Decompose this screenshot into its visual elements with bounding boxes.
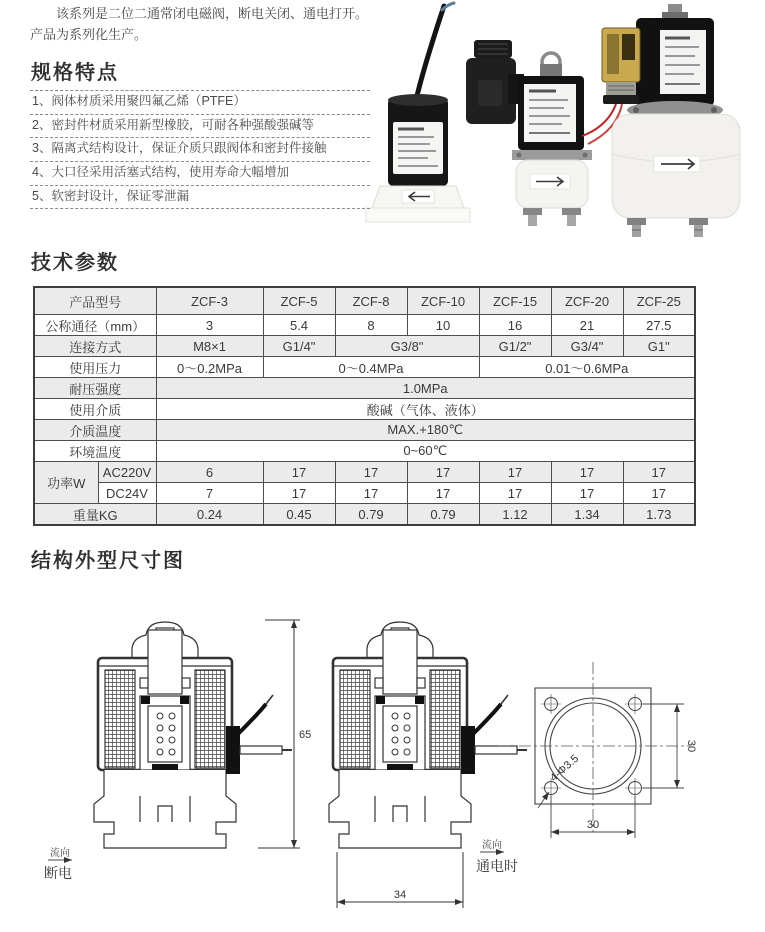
value-cell: 5.4 — [263, 315, 335, 336]
dim-width-label: 34 — [393, 889, 407, 901]
value-cell: G1" — [623, 336, 695, 357]
feature-item: 1、阀体材质采用聚四氟乙烯（PTFE） — [30, 91, 370, 115]
col-header-cell: ZCF-10 — [407, 287, 479, 315]
value-cell: 10 — [407, 315, 479, 336]
section-title-features: 规格特点 — [31, 62, 119, 84]
svg-text:流向: 流向 — [482, 840, 502, 851]
table-row — [34, 399, 695, 420]
value-cell: 7 — [156, 483, 263, 504]
col-header-cell: ZCF-15 — [479, 287, 551, 315]
value-cell: 17 — [623, 483, 695, 504]
table-row — [34, 357, 695, 378]
table-row — [34, 420, 695, 441]
valve-section-deenergized — [44, 620, 311, 881]
row-label-cell: 公称通径（mm） — [34, 315, 156, 336]
product-photo-small — [366, 3, 470, 222]
value-cell: 0~60℃ — [156, 441, 695, 462]
state-label-energized: 通电时 — [476, 858, 518, 874]
dim-height-label: 65 — [299, 729, 312, 741]
table-row — [34, 504, 695, 526]
dim-horizontal-label: 30 — [586, 819, 600, 831]
product-photos — [356, 0, 765, 238]
feature-item: 2、密封件材质采用新型橡胶，可耐各种强酸强碱等 — [30, 115, 370, 139]
specs-table — [33, 286, 696, 526]
value-cell: 17 — [551, 462, 623, 483]
value-cell: 16 — [479, 315, 551, 336]
value-cell: 17 — [623, 462, 695, 483]
value-cell: 3 — [156, 315, 263, 336]
table-row — [34, 336, 695, 357]
value-cell: 1.34 — [551, 504, 623, 526]
value-cell: 1.73 — [623, 504, 695, 526]
row-label-cell: 环境温度 — [34, 441, 156, 462]
feature-item: 3、隔离式结构设计，保证介质只跟阀体和密封件接触 — [30, 138, 370, 162]
col-header-cell: ZCF-5 — [263, 287, 335, 315]
col-header-cell: ZCF-20 — [551, 287, 623, 315]
value-cell: 17 — [479, 483, 551, 504]
value-cell: MAX.+180℃ — [156, 420, 695, 441]
value-cell: 0～0.4MPa — [263, 357, 479, 378]
valve-section-energized — [329, 622, 527, 908]
row-sublabel-cell: AC220V — [98, 462, 156, 483]
feature-item: 5、软密封设计，保证零泄漏 — [30, 186, 370, 210]
value-cell: 0.01～0.6MPa — [479, 357, 695, 378]
row-sublabel-cell: DC24V — [98, 483, 156, 504]
flow-direction-label — [48, 846, 72, 860]
table-row — [34, 315, 695, 336]
value-cell: G1/4" — [263, 336, 335, 357]
value-cell: 0.79 — [335, 504, 407, 526]
value-cell: 8 — [335, 315, 407, 336]
hole-callout-label: 4-Φ3.5 — [547, 752, 582, 785]
value-cell: 0.79 — [407, 504, 479, 526]
state-label-deenergized: 断电 — [44, 865, 72, 881]
value-cell: 21 — [551, 315, 623, 336]
row-label-cell: 介质温度 — [34, 420, 156, 441]
row-label-cell: 功率W — [34, 462, 98, 504]
intro-line-2: 产品为系列化生产。 — [30, 26, 148, 42]
value-cell: M8×1 — [156, 336, 263, 357]
value-cell: G3/4" — [551, 336, 623, 357]
value-cell: 1.12 — [479, 504, 551, 526]
table-row-power-ac — [34, 462, 695, 483]
features-list — [30, 90, 370, 209]
feature-item: 4、大口径采用活塞式结构，使用寿命大幅增加 — [30, 162, 370, 186]
row-label-cell: 耐压强度 — [34, 378, 156, 399]
section-title-drawing: 结构外型尺寸图 — [31, 550, 185, 572]
table-header-row — [34, 287, 695, 315]
value-cell: 0～0.2MPa — [156, 357, 263, 378]
row-label-cell: 使用介质 — [34, 399, 156, 420]
intro-line-1: 该系列是二位二通常闭电磁阀，断电关闭、通电打开。 — [56, 6, 369, 21]
col-header-cell: ZCF-3 — [156, 287, 263, 315]
value-cell: 17 — [407, 483, 479, 504]
flange-top-view — [498, 662, 697, 838]
intro-paragraph — [30, 4, 382, 46]
table-row — [34, 378, 695, 399]
value-cell: 酸碱（气体、液体） — [156, 399, 695, 420]
value-cell: G1/2" — [479, 336, 551, 357]
value-cell: 1.0MPa — [156, 378, 695, 399]
value-cell: 17 — [335, 462, 407, 483]
dim-vertical-label: 30 — [685, 739, 697, 753]
value-cell: 0.45 — [263, 504, 335, 526]
value-cell: 17 — [407, 462, 479, 483]
value-cell: 17 — [551, 483, 623, 504]
row-label-cell: 使用压力 — [34, 357, 156, 378]
value-cell: G3/8" — [335, 336, 479, 357]
section-title-params: 技术参数 — [31, 252, 119, 274]
value-cell: 17 — [263, 483, 335, 504]
value-cell: 17 — [479, 462, 551, 483]
value-cell: 6 — [156, 462, 263, 483]
value-cell: 0.24 — [156, 504, 263, 526]
value-cell: 17 — [263, 462, 335, 483]
value-cell: 17 — [335, 483, 407, 504]
col-header-cell: 产品型号 — [34, 287, 156, 315]
flow-direction-label — [480, 838, 504, 852]
table-row-power-dc — [34, 483, 695, 504]
svg-text:流向: 流向 — [50, 848, 70, 859]
col-header-cell: ZCF-8 — [335, 287, 407, 315]
product-photo-medium — [466, 40, 592, 226]
col-header-cell: ZCF-25 — [623, 287, 695, 315]
product-photo-large — [582, 4, 740, 237]
value-cell: 27.5 — [623, 315, 695, 336]
dimension-drawings — [30, 590, 765, 932]
row-label-cell: 重量KG — [34, 504, 156, 526]
table-row — [34, 441, 695, 462]
row-label-cell: 连接方式 — [34, 336, 156, 357]
